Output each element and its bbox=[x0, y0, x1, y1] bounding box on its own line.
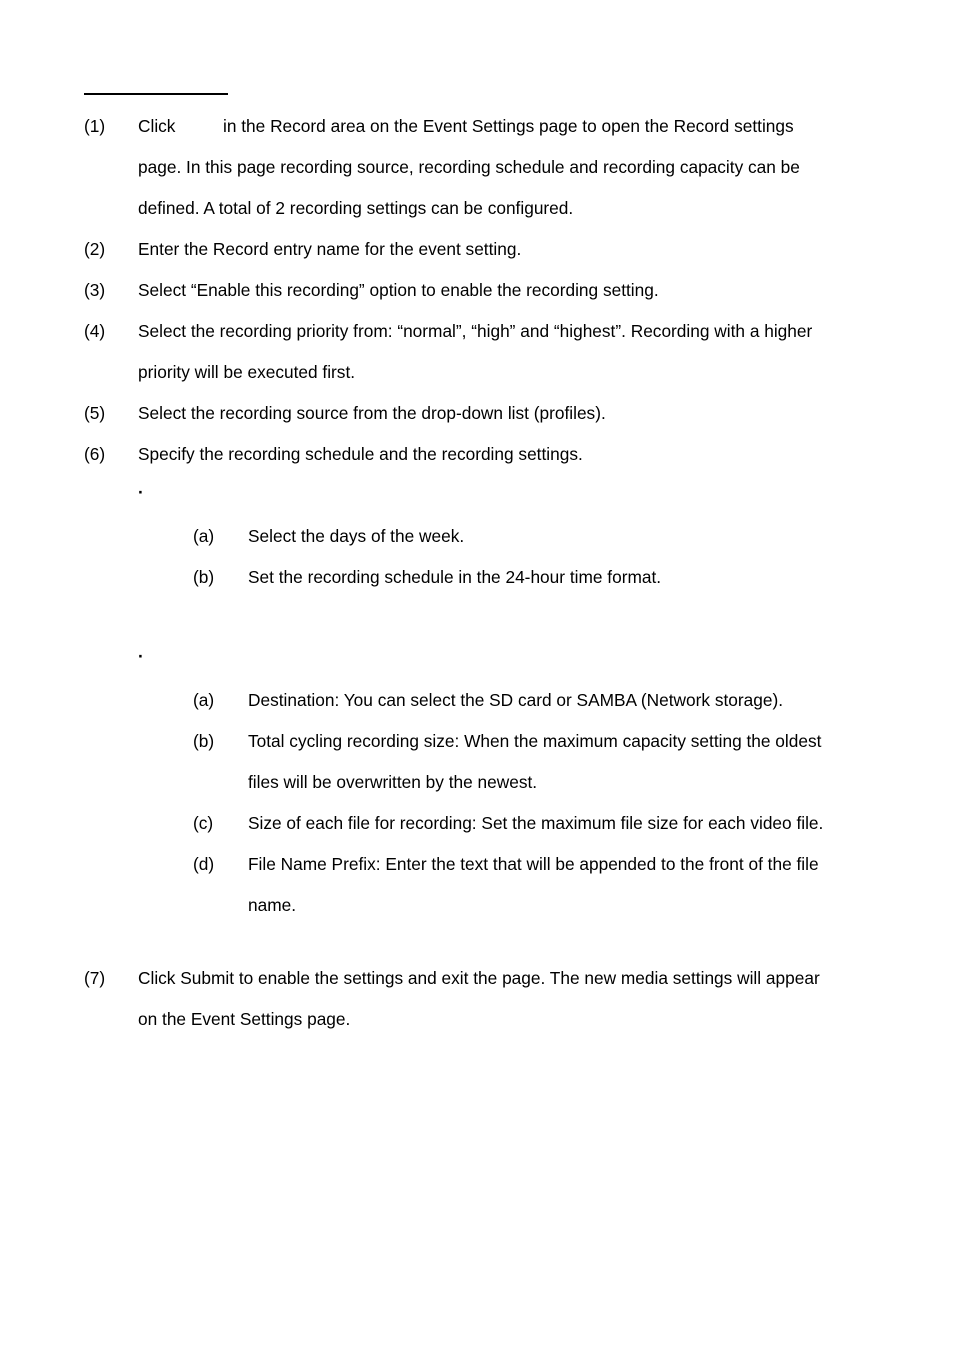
step-number: (3) bbox=[84, 280, 106, 300]
substep-text: files will be overwritten by the newest. bbox=[248, 772, 538, 792]
step-text: Click bbox=[138, 116, 176, 136]
substep-text: Select the days of the week. bbox=[248, 526, 465, 546]
substep-text: Set the recording schedule in the 24-hour time format. bbox=[248, 567, 662, 587]
step-number: (2) bbox=[84, 239, 106, 259]
step-text: on the Event Settings page. bbox=[138, 1009, 351, 1029]
step-text: Specify the recording schedule and the recording settings. bbox=[138, 444, 583, 464]
step-text: defined. A total of 2 recording settings can be configured. bbox=[138, 198, 574, 218]
step-number: (6) bbox=[84, 444, 106, 464]
step-text: Select the recording source from the drop-down list (profiles). bbox=[138, 403, 606, 423]
substep-letter: (a) bbox=[193, 526, 215, 546]
substep-letter: (a) bbox=[193, 690, 215, 710]
step-number: (4) bbox=[84, 321, 106, 341]
step-number: (1) bbox=[84, 116, 106, 136]
step-number: (5) bbox=[84, 403, 106, 423]
step-text: Click Submit to enable the settings and exit the page. The new media settings will appear bbox=[138, 968, 820, 988]
substep-text: Size of each file for recording: Set the maximum file size for each video file. bbox=[248, 813, 824, 833]
step-number: (7) bbox=[84, 968, 106, 988]
substep-text: Total cycling recording size: When the maximum capacity setting the oldest bbox=[248, 731, 822, 751]
bullet-marker: · bbox=[138, 646, 144, 666]
step-text: page. In this page recording source, recording schedule and recording capacity can be bbox=[138, 157, 800, 177]
section-heading-rule bbox=[84, 93, 228, 95]
substep-letter: (d) bbox=[193, 854, 215, 874]
step-text: Select the recording priority from: “normal”, “high” and “highest”. Recording with a higher bbox=[138, 321, 813, 341]
substep-text: Destination: You can select the SD card or SAMBA (Network storage). bbox=[248, 690, 784, 710]
step-text: in the Record area on the Event Settings page to open the Record settings bbox=[223, 116, 794, 136]
substep-letter: (b) bbox=[193, 567, 215, 587]
substep-letter: (b) bbox=[193, 731, 215, 751]
substep-text: name. bbox=[248, 895, 297, 915]
step-text: Select “Enable this recording” option to enable the recording setting. bbox=[138, 280, 659, 300]
substep-letter: (c) bbox=[193, 813, 214, 833]
step-text: priority will be executed first. bbox=[138, 362, 356, 382]
substep-text: File Name Prefix: Enter the text that will be appended to the front of the file bbox=[248, 854, 819, 874]
bullet-marker: · bbox=[138, 482, 144, 502]
step-text: Enter the Record entry name for the event setting. bbox=[138, 239, 522, 259]
